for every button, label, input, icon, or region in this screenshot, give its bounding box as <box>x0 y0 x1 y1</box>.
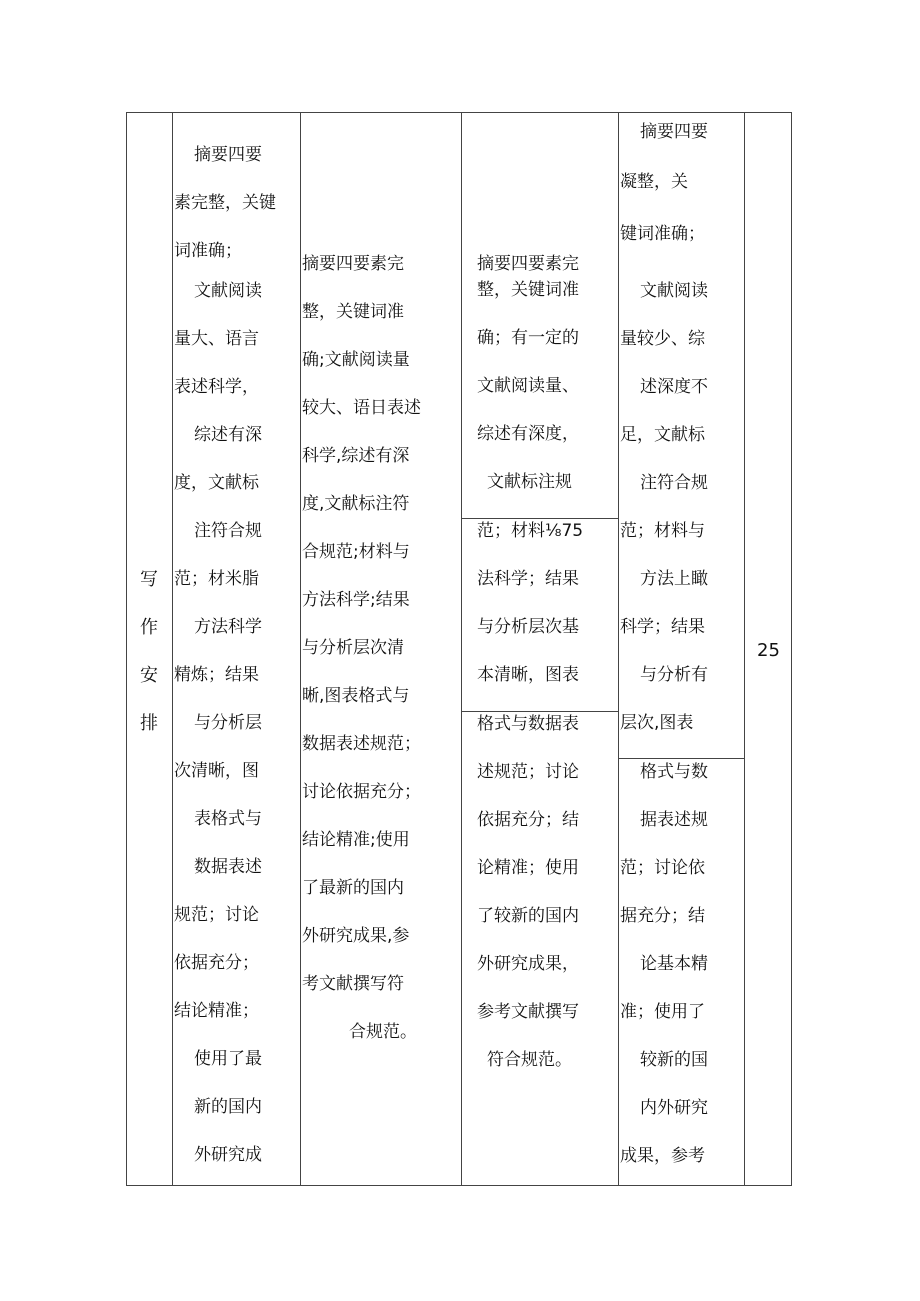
criteria-line: 规范；讨论 <box>174 905 259 925</box>
criteria-line: 较新的国 <box>640 1050 708 1070</box>
criteria-line: 整，关键词准 <box>477 280 579 300</box>
row-label-char: 排 <box>140 713 158 734</box>
criteria-line: 符合规范。 <box>487 1050 572 1070</box>
criteria-line: 依据充分；结 <box>477 810 579 830</box>
criteria-line: 了较新的国内 <box>477 906 579 926</box>
criteria-line: 综述有深度， <box>477 424 579 444</box>
criteria-line: 综述有深 <box>194 425 262 445</box>
criteria-line: 结论精准； <box>174 1001 259 1021</box>
criteria-line: 表格式与 <box>194 809 262 829</box>
criteria-line: 次清晰，图 <box>174 761 259 781</box>
criteria-line: 度,文献标注符 <box>302 494 410 514</box>
criteria-line: 格式与数 <box>640 762 708 782</box>
criteria-line: 度，文献标 <box>174 473 259 493</box>
criteria-line: 法科学；结果 <box>477 569 579 589</box>
row-label-char: 作 <box>140 617 158 638</box>
criteria-line: 范；材料⅛75 <box>477 521 584 541</box>
criteria-line: 合规范。 <box>349 1022 417 1042</box>
criteria-line: 素完整，关键 <box>174 193 276 213</box>
criteria-line: 精炼；结果 <box>174 665 259 685</box>
criteria-line: 量大、语言 <box>174 329 259 349</box>
criteria-line: 确；有一定的 <box>477 328 579 348</box>
criteria-line: 论基本精 <box>640 954 708 974</box>
criteria-line: 层次,图表 <box>620 713 694 733</box>
criteria-line: 讨论依据充分； <box>302 782 421 802</box>
criteria-line: 与分析层次清 <box>302 638 404 658</box>
criteria-line: 述深度不 <box>640 377 708 397</box>
criteria-line: 方法科学 <box>194 617 262 637</box>
criteria-line: 范；材料与 <box>620 521 705 541</box>
criteria-line: 本清晰，图表 <box>477 665 579 685</box>
criteria-line: 科学；结果 <box>620 617 705 637</box>
criteria-line: 外研究成果， <box>477 954 579 974</box>
criteria-line: 成果，参考 <box>620 1146 705 1166</box>
criteria-pass-cell <box>619 113 744 1185</box>
criteria-line: 足，文献标 <box>620 425 705 445</box>
criteria-line: 数据表述规范； <box>302 734 421 754</box>
criteria-line: 据表述规 <box>640 810 708 830</box>
criteria-line: 外研究成 <box>194 1145 262 1165</box>
criteria-line: 与分析有 <box>640 665 708 685</box>
criteria-line: 凝整，关 <box>620 172 688 192</box>
criteria-line: 述规范；讨论 <box>477 762 579 782</box>
criteria-line: 表述科学， <box>174 377 259 397</box>
criteria-line: 数据表述 <box>194 857 262 877</box>
criteria-line: 与分析层 <box>194 713 262 733</box>
criteria-line: 量较少、综 <box>620 329 705 349</box>
criteria-line: 合规范;材料与 <box>302 542 410 562</box>
criteria-line: 内外研究 <box>640 1098 708 1118</box>
criteria-line: 较大、语日表述 <box>302 398 421 418</box>
criteria-good-cell <box>301 113 461 1185</box>
criteria-line: 键词准确； <box>620 224 705 244</box>
criteria-medium-cell <box>462 113 618 1185</box>
criteria-line: 文献阅读 <box>194 281 262 301</box>
criteria-line: 科学,综述有深 <box>302 446 410 466</box>
criteria-line: 摘要四要 <box>194 145 262 165</box>
criteria-line: 了最新的国内 <box>302 878 404 898</box>
criteria-line: 方法上瞰 <box>640 569 708 589</box>
criteria-line: 文献阅读量、 <box>477 376 579 396</box>
criteria-line: 摘要四要素完 <box>477 254 579 274</box>
criteria-line: 摘要四要 <box>640 122 708 142</box>
criteria-line: 文献阅读 <box>640 281 708 301</box>
criteria-excellent-cell <box>173 113 300 1185</box>
rubric-table <box>126 112 792 1186</box>
criteria-line: 格式与数据表 <box>477 714 579 734</box>
criteria-line: 论精准；使用 <box>477 858 579 878</box>
criteria-line: 使用了最 <box>194 1049 262 1069</box>
criteria-line: 结论精准;使用 <box>302 830 410 850</box>
criteria-line: 新的国内 <box>194 1097 262 1117</box>
criteria-line: 整，关键词准 <box>302 302 404 322</box>
criteria-line: 方法科学;结果 <box>302 590 410 610</box>
criteria-line: 注符合规 <box>640 473 708 493</box>
criteria-line: 依据充分； <box>174 953 259 973</box>
criteria-line: 范；材米脂 <box>174 569 259 589</box>
criteria-line: 文献标注规 <box>487 472 572 492</box>
criteria-line: 确;文献阅读量 <box>302 350 410 370</box>
criteria-line: 考文献撰写符 <box>302 974 404 994</box>
row-label-char: 写 <box>140 569 158 590</box>
score-value: 25 <box>757 640 780 661</box>
score-cell <box>745 113 791 1185</box>
criteria-line: 准；使用了 <box>620 1002 705 1022</box>
criteria-line: 词准确； <box>174 241 242 261</box>
criteria-line: 范；讨论依 <box>620 858 705 878</box>
row-label-char: 安 <box>140 665 158 686</box>
criteria-line: 晰,图表格式与 <box>302 686 410 706</box>
row-label-cell <box>127 113 172 1185</box>
criteria-line: 与分析层次基 <box>477 617 579 637</box>
criteria-line: 外研究成果,参 <box>302 926 410 946</box>
criteria-line: 摘要四要素完 <box>302 254 404 274</box>
criteria-line: 据充分；结 <box>620 906 705 926</box>
criteria-line: 参考文献撰写 <box>477 1002 579 1022</box>
criteria-line: 注符合规 <box>194 521 262 541</box>
